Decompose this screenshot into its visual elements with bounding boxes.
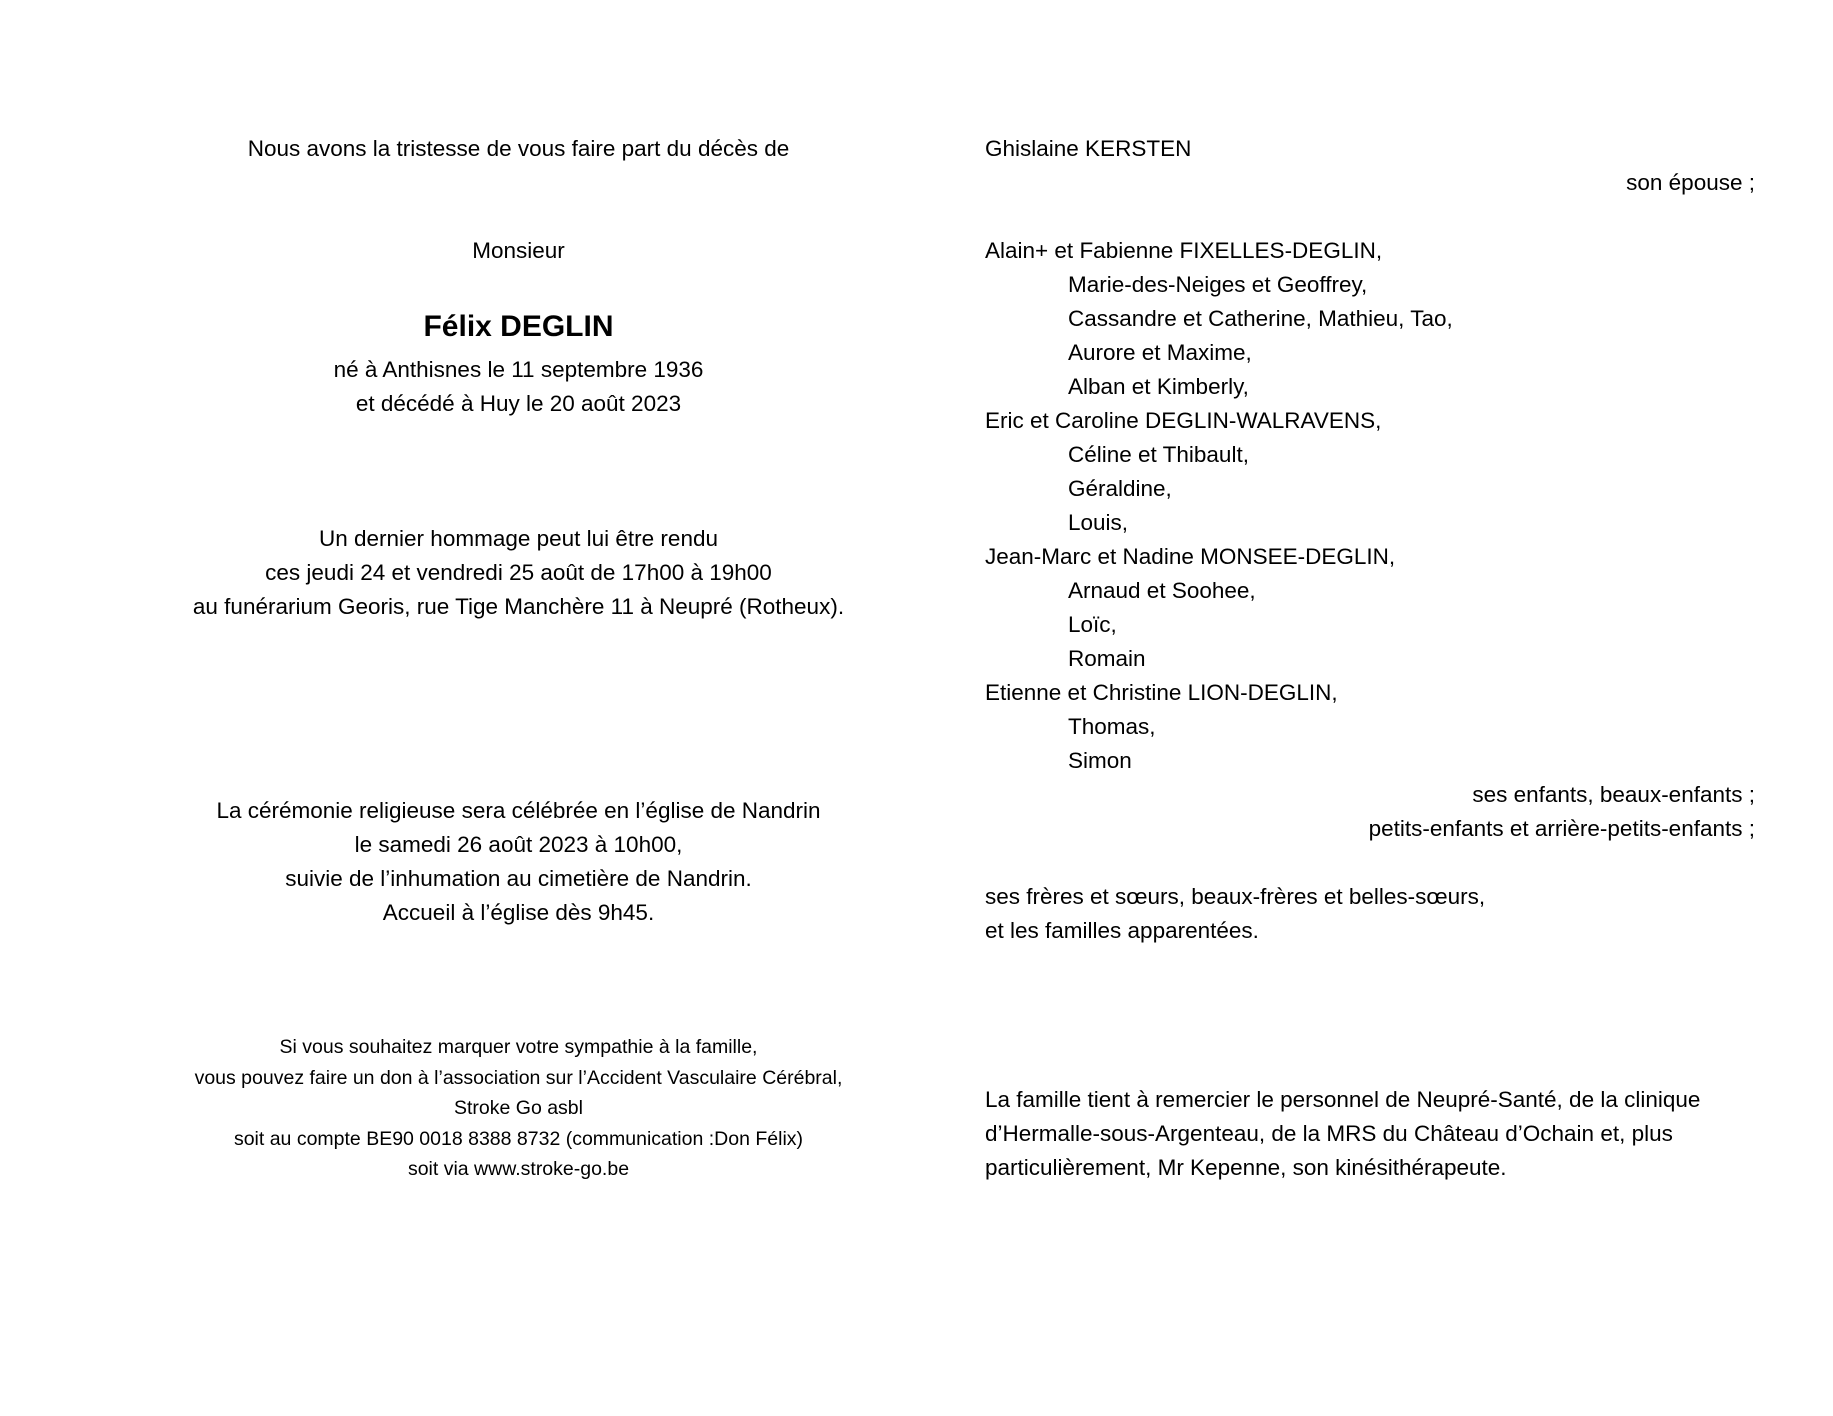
thanks-line: d’Hermalle-sous-Argenteau, de la MRS du Château d’Ochain et, plus: [985, 1121, 1673, 1146]
family-member: Aurore et Maxime,: [1068, 340, 1252, 365]
spouse-role: son épouse ;: [1626, 170, 1755, 195]
children-role: ses enfants, beaux-enfants ;: [1472, 782, 1755, 807]
thanks-line: particulièrement, Mr Kepenne, son kinésithérapeute.: [985, 1155, 1507, 1180]
spouse-name: Ghislaine KERSTEN: [985, 136, 1192, 161]
family-member: Eric et Caroline DEGLIN-WALRAVENS,: [985, 408, 1382, 433]
tribute-line: Un dernier hommage peut lui être rendu: [319, 526, 718, 551]
family-member: Alban et Kimberly,: [1068, 374, 1249, 399]
death-info: et décédé à Huy le 20 août 2023: [355, 391, 682, 416]
grandchildren-role: petits-enfants et arrière-petits-enfants ;: [1368, 816, 1755, 841]
family-member: Céline et Thibault,: [1068, 442, 1249, 467]
ceremony-line: Accueil à l’église dès 9h45.: [382, 900, 655, 925]
family-member: Romain: [1068, 646, 1146, 671]
ceremony-line: suivie de l’inhumation au cimetière de Nandrin.: [285, 866, 752, 891]
family-member: Arnaud et Soohee,: [1068, 578, 1256, 603]
right-column: [985, 0, 1755, 1416]
civility: Monsieur: [472, 238, 565, 263]
ceremony-line: La cérémonie religieuse sera célébrée en l’église de Nandrin: [216, 798, 821, 823]
family-member: Alain+ et Fabienne FIXELLES-DEGLIN,: [985, 238, 1383, 263]
donation-line: Si vous souhaitez marquer votre sympathie à la famille,: [279, 1036, 758, 1058]
family-member: Louis,: [1068, 510, 1129, 535]
donation-line: vous pouvez faire un don à l’association sur l’Accident Vasculaire Cérébral,: [194, 1067, 843, 1089]
donation-line: soit via www.stroke-go.be: [407, 1158, 630, 1180]
family-member: Jean-Marc et Nadine MONSEE-DEGLIN,: [985, 544, 1396, 569]
family-member: Simon: [1068, 748, 1132, 773]
ceremony-line: le samedi 26 août 2023 à 10h00,: [354, 832, 683, 857]
deceased-name: Félix DEGLIN: [423, 310, 614, 343]
tribute-line: au funérarium Georis, rue Tige Manchère 11 à Neupré (Rotheux).: [192, 594, 845, 619]
siblings-line: ses frères et sœurs, beaux-frères et belles-sœurs,: [985, 884, 1486, 909]
birth-info: né à Anthisnes le 11 septembre 1936: [333, 357, 704, 382]
siblings-line: et les familles apparentées.: [985, 918, 1259, 943]
family-member: Géraldine,: [1068, 476, 1172, 501]
left-column: [140, 0, 897, 1416]
tribute-line: ces jeudi 24 et vendredi 25 août de 17h00 à 19h00: [265, 560, 772, 585]
donation-line: Stroke Go asbl: [454, 1097, 583, 1119]
donation-line: soit au compte BE90 0018 8388 8732 (communication :Don Félix): [233, 1128, 804, 1150]
family-member: Etienne et Christine LION-DEGLIN,: [985, 680, 1338, 705]
announcement-intro: Nous avons la tristesse de vous faire part du décès de: [247, 136, 790, 161]
family-member: Marie-des-Neiges et Geoffrey,: [1068, 272, 1368, 297]
family-member: Thomas,: [1068, 714, 1156, 739]
family-member: Loïc,: [1068, 612, 1117, 637]
family-member: Cassandre et Catherine, Mathieu, Tao,: [1068, 306, 1453, 331]
thanks-line: La famille tient à remercier le personnel de Neupré-Santé, de la clinique: [985, 1087, 1701, 1112]
